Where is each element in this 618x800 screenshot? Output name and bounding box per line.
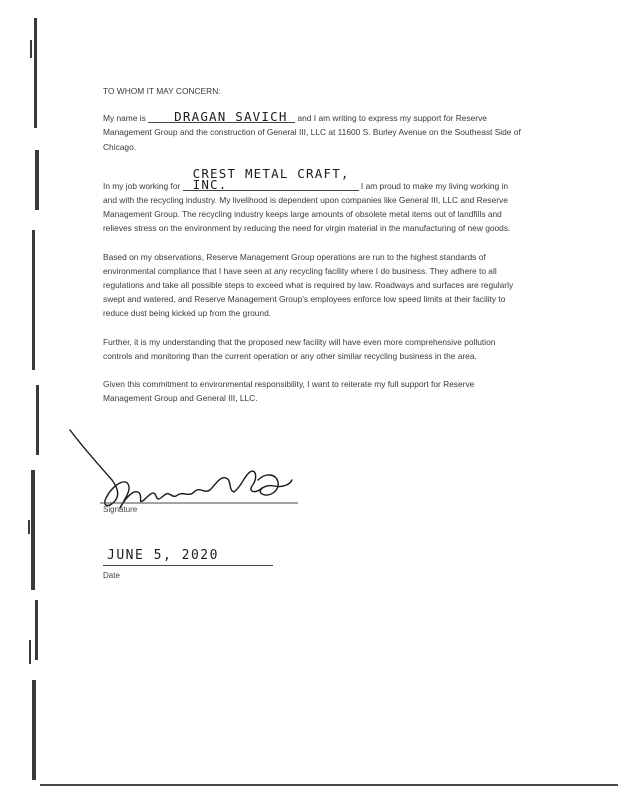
scan-edge-artifact — [0, 0, 44, 800]
date-label: Date — [103, 571, 120, 580]
paragraph-closing: Given this commitment to environmental responsibility, I want to reiterate my full support for Reserve Management Group and General III, LLC. — [103, 379, 475, 404]
scan-bottom-edge — [40, 783, 618, 789]
signature-label: Signature — [103, 505, 138, 514]
intro-suffix: and I am writing to express my support for Reserve Management Group and the construction of General III, LLC at 11600 S. Burley Avenue on the Southeast Side of Chicago. — [103, 113, 521, 152]
paragraph-observations: Based on my observations, Reserve Management Group operations are run to the highest standards of environmental compliance that I have seen at any recycling facility where I do business. They adhere to all regulations and take all possible steps to exceed what is required by law. Roadways and surfaces are regularly swept and watered, and Reserve Management Group's employees enforce low speed limits at their facility to reduce dust being kicked up from the ground. — [103, 251, 514, 319]
intro-prefix: My name is — [103, 113, 146, 124]
handwritten-employer: CREST METAL CRAFT, INC. — [183, 168, 359, 191]
employment-prefix: In my job working for — [103, 180, 181, 191]
paragraph-facility: Further, it is my understanding that the proposed new facility will have even more comprehensive pollution controls and monitoring than the current operation or any other similar recycling business in the area. — [103, 336, 496, 361]
greeting: TO WHOM IT MAY CONCERN: — [103, 86, 221, 96]
letter-body — [103, 84, 523, 419]
signature-image — [62, 428, 312, 538]
handwritten-name: DRAGAN SAVICH — [148, 111, 295, 123]
paragraph-employment — [103, 165, 523, 236]
employment-suffix: I am proud to make my living working in and with the recycling industry. My livelihood is dependent upon companies like General III, LLC and Reserve Management Group. The recycling industry keeps large amounts of obsolete metal items out of landfills and relieves stress on the environment by reducing the need for virgin material in the manufacturing of new goods. — [103, 180, 511, 234]
handwritten-date: JUNE 5, 2020 — [103, 547, 273, 566]
paragraph-introduction — [103, 111, 523, 154]
